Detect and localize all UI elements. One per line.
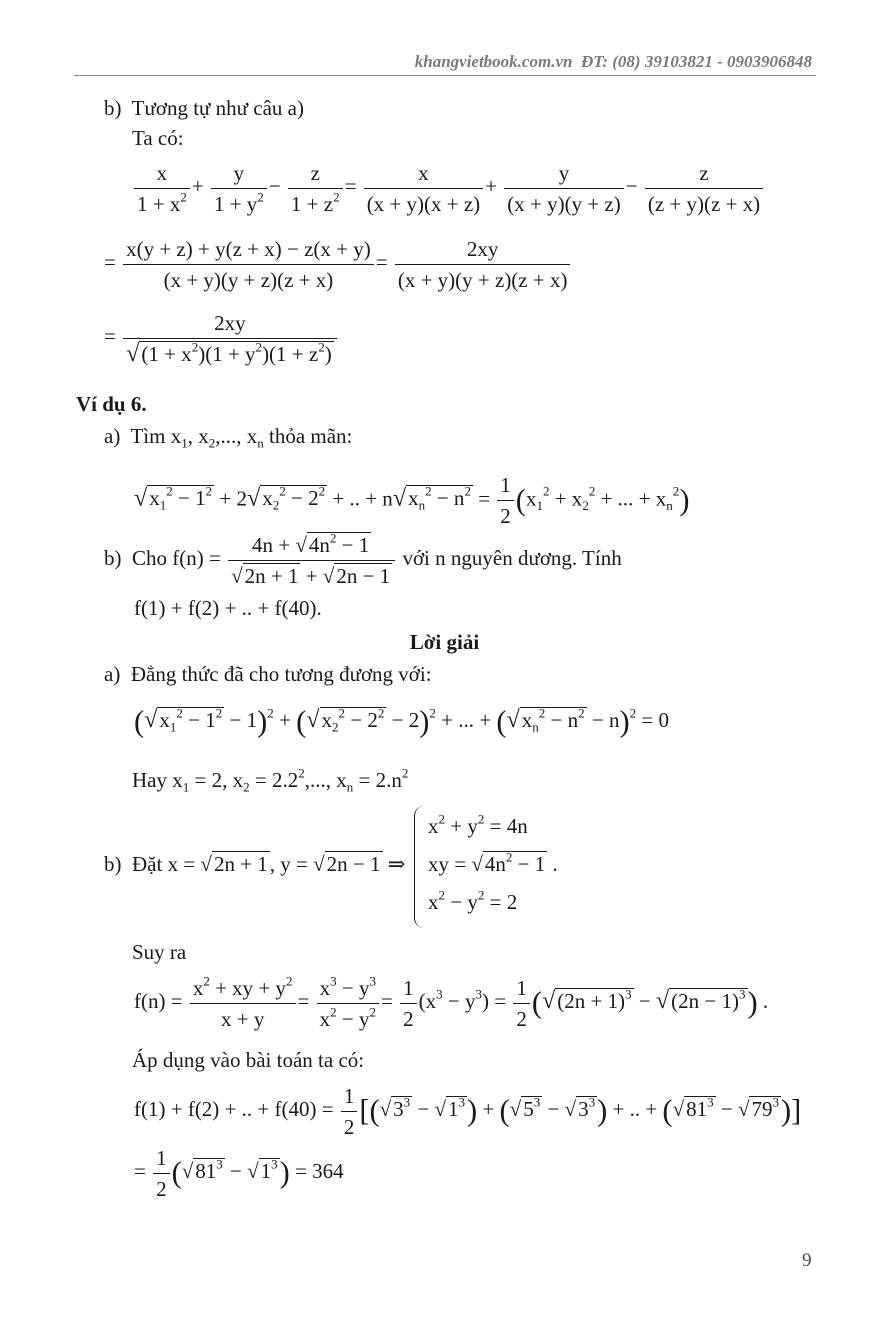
equation-8: = $\frac{1}{2}$ $(√81^3 - √1^3) = 364$ (134, 1140, 344, 1204)
example-a-line: a) Tìm $x_1$, $x_2$,..., $x_n$ thỏa mãn: (104, 424, 353, 451)
part-b-line (104, 94, 304, 122)
solution-a-text: Đẳng thức đã cho tương đương với: (130, 662, 432, 686)
equation-2: = $\frac{x(y + z) + y(z + x) - z(x + y)}{(x + y)(y + z)(z + x)}$ = $\frac{2xy}{(x + y)(y + z)(z + x)}$ (104, 232, 572, 295)
equation-3: = $\frac{2xy}{√(1 + x^2)(1 + y^2)(1 + z^2)}$ (104, 306, 339, 369)
equation-5: $(√x_1^2 - 1^2 - 1)^2 + (√x_2^2 - 2^2 - 2)^2$ + ... + $(√x_n^2 - n^2 - n)^2 = 0$ (134, 704, 669, 739)
equation-7: f(1) + f(2) + .. + f(40) = $\frac{1}{2}$ [$(√3^3 - √1^3) + (√5^3 - √3^3)$ + .. + $(√81^3 - √79^3)$] (134, 1078, 801, 1142)
example-b-tail: với n nguyên dương. Tính (402, 546, 622, 570)
system-eq-2: xy = $√4n^2 - 1$ . (428, 849, 558, 876)
solution-a-label: a) (104, 662, 121, 686)
ta-co: Ta có: (132, 126, 184, 150)
solution-a-line (104, 660, 432, 688)
solution-b-text: Đặt (132, 852, 163, 876)
equation-4: $√x_1^2 - 1^2 + 2√x_2^2 - 2^2$ + .. + $n√x_n^2 - n^2$ = $\frac{1}{2}$ ($x_1^2 + x_2^2$ + ... + $x_n^2$) (134, 470, 689, 531)
hay-text: Hay (132, 768, 167, 792)
page-number: 9 (802, 1250, 812, 1271)
example-b-text: Cho (132, 546, 168, 570)
solution-title: Lời giải (409, 630, 480, 654)
solution-b-label: b) (104, 852, 122, 876)
system-brace (414, 806, 425, 928)
equation-1: $\frac{x}{1 + x^2}$ + $\frac{y}{1 + y^2}$ − $\frac{z}{1 + z^2}$ = $\frac{x}{(x + y)(x + z)}$ + $\frac{y}{(x + y)(y + z)}$ − $\frac{z}{(z + y)(z + x)}$ (132, 156, 765, 219)
part-b-label: b) (104, 96, 122, 120)
header-phone: ĐT: (08) 39103821 - 0903906848 (580, 52, 812, 71)
example-a-tail: thỏa mãn: (269, 424, 353, 448)
ap-dung: Áp dụng vào bài toán ta có: (132, 1048, 365, 1072)
header-site: khangvietbook.com.vn (414, 52, 573, 71)
final-result: 364 (312, 1159, 344, 1183)
example-a-label: a) (104, 424, 121, 448)
part-b-text: Tương tự như câu a) (131, 96, 304, 120)
example-b-line: b) Cho f(n) = $\frac{4n + √4n^2 - 1}{√2n + 1 + √2n - 1}$ với n nguyên dương. Tính (104, 529, 622, 588)
example-b-label: b) (104, 546, 122, 570)
system-eq-1: $x^2 + y^2 = 4n$ (428, 811, 528, 838)
page-header (0, 52, 812, 72)
example-a-text: Tìm (130, 424, 166, 448)
suy-ra: Suy ra (132, 940, 187, 964)
solution-b-line: b) Đặt x = √2n + 1, y = √2n − 1 ⇒ (104, 852, 406, 876)
hay-line: Hay $x_1 = 2$, $x_2 = 2.2^2$,..., $x_n = 2.n^2$ (132, 765, 409, 795)
example-title: Ví dụ 6. (76, 392, 147, 416)
equation-6: f(n) = $\frac{x^2 + xy + y^2}{x + y}$ = $\frac{x^3 - y^3}{x^2 - y^2}$ = $\frac{1}{2}$ $(x^3 - y^3)$ = $\frac{1}{2}$ $(√(2n + 1)^3 - √(2n - 1)^3)$ . (134, 972, 769, 1031)
example-b-sum: f(1) + f(2) + .. + f(40). (134, 596, 322, 620)
system-eq-3: $x^2 - y^2 = 2$ (428, 887, 518, 914)
header-rule (74, 75, 816, 76)
